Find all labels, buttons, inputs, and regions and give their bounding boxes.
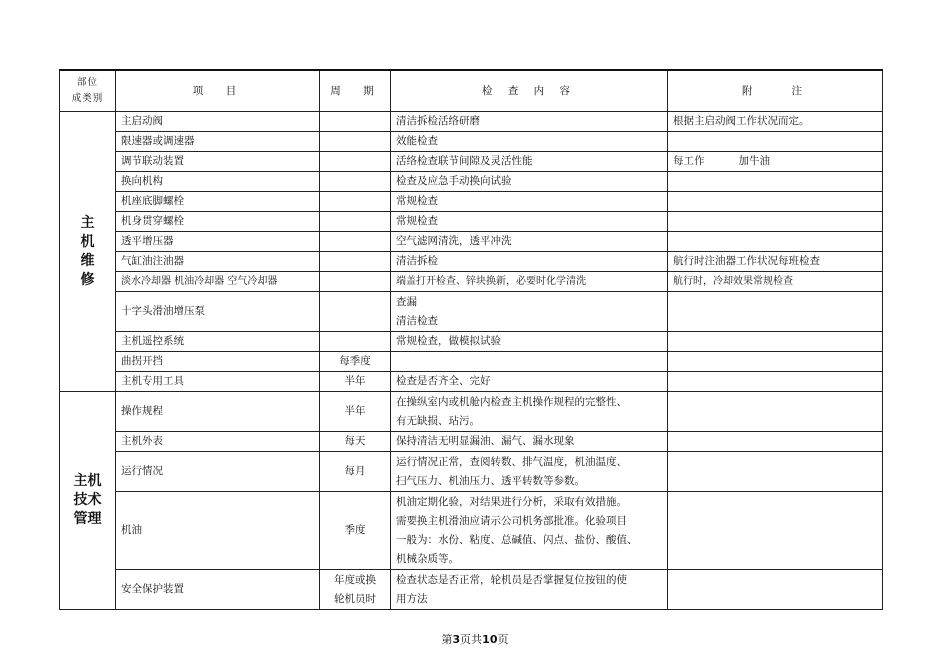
note-cell (668, 492, 883, 570)
item-cell: 主启动阀 (116, 112, 320, 132)
period-cell: 年度或换 轮机员时 (320, 570, 391, 610)
item-cell: 气缸油注油器 (116, 252, 320, 272)
item-cell: 主机外表 (116, 432, 320, 452)
note-cell (668, 452, 883, 492)
note-cell (668, 332, 883, 352)
content-cell: 活络检查联节间隙及灵活性能 (391, 152, 668, 172)
note-cell (668, 372, 883, 392)
item-cell: 换向机构 (116, 172, 320, 192)
note-cell (668, 432, 883, 452)
content-cell: 在操纵室内或机舱内检查主机操作规程的完整性、 有无缺损、玷污。 (391, 392, 668, 432)
content-cell: 常规检查，做模拟试验 (391, 332, 668, 352)
maintenance-table-sheet (59, 69, 883, 610)
content-cell: 效能检查 (391, 132, 668, 152)
table-row (60, 570, 883, 610)
period-cell (320, 292, 391, 332)
header-content: 检 查 内 容 (391, 70, 668, 112)
content-cell: 查漏 清洁检查 (391, 292, 668, 332)
content-cell: 清洁拆检活络研磨 (391, 112, 668, 132)
period-cell: 每月 (320, 452, 391, 492)
header-note: 附 注 (668, 70, 883, 112)
note-cell: 每工作 加牛油 (668, 152, 883, 172)
table-row (60, 292, 883, 332)
item-cell: 安全保护装置 (116, 570, 320, 610)
table-row (60, 192, 883, 212)
period-cell (320, 252, 391, 272)
table-row (60, 212, 883, 232)
note-cell (668, 232, 883, 252)
header-category: 部位 成类别 (60, 70, 116, 112)
table-row (60, 152, 883, 172)
table-row (60, 332, 883, 352)
period-cell (320, 332, 391, 352)
note-cell (668, 192, 883, 212)
table-row (60, 132, 883, 152)
table-row (60, 492, 883, 570)
table-row (60, 352, 883, 372)
item-cell: 透平增压器 (116, 232, 320, 252)
period-cell (320, 112, 391, 132)
note-cell (668, 292, 883, 332)
content-cell: 检查状态是否正常，轮机员是否掌握复位按钮的使 用方法 (391, 570, 668, 610)
item-cell: 主机专用工具 (116, 372, 320, 392)
note-cell (668, 172, 883, 192)
note-cell: 航行时，冷却效果常规检查 (668, 272, 883, 292)
table-row (60, 252, 883, 272)
period-cell (320, 132, 391, 152)
content-cell: 机油定期化验，对结果进行分析，采取有效措施。 需要换主机滑油应请示公司机务部批准。化验项目 一般为：水份、粘度、总碱值、闪点、盐份、酸值、 机械杂质等。 (391, 492, 668, 570)
page-number-footer: 第3页共10页 (441, 633, 509, 646)
period-cell: 半年 (320, 372, 391, 392)
item-cell: 淡水冷却器 机油冷却器 空气冷却器 (116, 272, 320, 292)
period-cell: 每季度 (320, 352, 391, 372)
note-cell (668, 352, 883, 372)
table-header-row (60, 70, 883, 112)
period-cell (320, 232, 391, 252)
note-cell (668, 132, 883, 152)
content-cell: 常规检查 (391, 212, 668, 232)
period-cell: 每天 (320, 432, 391, 452)
header-period: 周 期 (320, 70, 391, 112)
item-cell: 十字头滑油增压泵 (116, 292, 320, 332)
table-row (60, 432, 883, 452)
content-cell: 检查及应急手动换向试验 (391, 172, 668, 192)
category-main-engine-technical-management: 主机 技术 管理 (60, 392, 116, 610)
category-main-engine-maintenance: 主 机 维 修 (60, 112, 116, 392)
note-cell (668, 212, 883, 232)
item-cell: 运行情况 (116, 452, 320, 492)
item-cell: 机座底脚螺栓 (116, 192, 320, 212)
table-row (60, 272, 883, 292)
note-cell: 航行时注油器工作状况每班检查 (668, 252, 883, 272)
table-row (60, 392, 883, 432)
table-row (60, 232, 883, 252)
period-cell (320, 192, 391, 212)
item-cell: 限速器或调速器 (116, 132, 320, 152)
maintenance-table (59, 69, 883, 610)
period-cell: 季度 (320, 492, 391, 570)
content-cell: 常规检查 (391, 192, 668, 212)
content-cell: 运行情况正常，查阅转数、排气温度，机油温度、 扫气压力、机油压力、透平转数等参数。 (391, 452, 668, 492)
content-cell: 保持清洁无明显漏油、漏气、漏水现象 (391, 432, 668, 452)
period-cell (320, 152, 391, 172)
table-row (60, 112, 883, 132)
content-cell: 检查是否齐全、完好 (391, 372, 668, 392)
table-row (60, 172, 883, 192)
item-cell: 操作规程 (116, 392, 320, 432)
table-row (60, 372, 883, 392)
note-cell (668, 392, 883, 432)
content-cell: 端盖打开检查、锌块换新，必要时化学清洗 (391, 272, 668, 292)
item-cell: 机油 (116, 492, 320, 570)
item-cell: 曲拐开挡 (116, 352, 320, 372)
item-cell: 主机遥控系统 (116, 332, 320, 352)
content-cell (391, 352, 668, 372)
period-cell (320, 172, 391, 192)
header-item: 项 目 (116, 70, 320, 112)
content-cell: 空气滤网清洗，透平冲洗 (391, 232, 668, 252)
note-cell (668, 570, 883, 610)
note-cell: 根据主启动阀工作状况而定。 (668, 112, 883, 132)
table-row (60, 452, 883, 492)
period-cell (320, 212, 391, 232)
period-cell (320, 272, 391, 292)
period-cell: 半年 (320, 392, 391, 432)
content-cell: 清洁拆检 (391, 252, 668, 272)
item-cell: 机身贯穿螺栓 (116, 212, 320, 232)
item-cell: 调节联动装置 (116, 152, 320, 172)
